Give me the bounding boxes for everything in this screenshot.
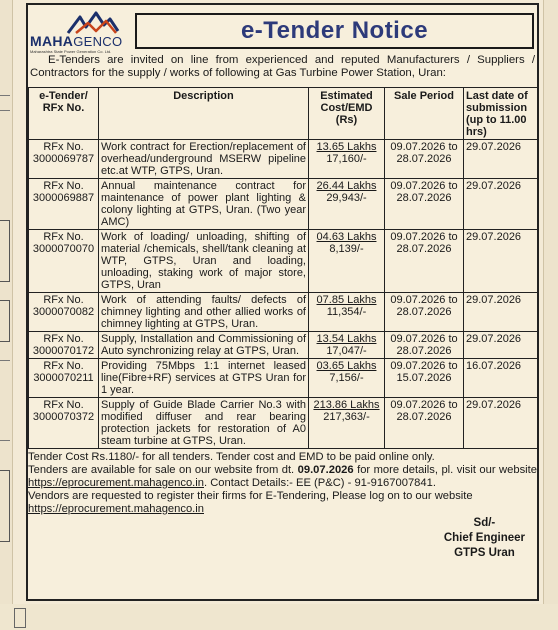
sale-to: 28.07.2026 bbox=[396, 153, 452, 165]
bottom-margin-strip bbox=[0, 604, 558, 630]
emd-amount: 17,160/- bbox=[326, 153, 367, 165]
margin-rule bbox=[0, 95, 10, 96]
cost-cell bbox=[309, 293, 385, 332]
description-cell: Supply of Guide Blade Carrier No.3 with modified diffuser and rear bearing protection jackets for restoration of A0 steam turbine at GTPS, Uran. bbox=[99, 398, 309, 449]
last-date-cell: 29.07.2026 bbox=[464, 230, 538, 293]
tender-table bbox=[28, 87, 538, 449]
rfx-cell bbox=[29, 332, 99, 359]
description-cell: Work of attending faults/ defects of chimney lighting and other allied works of chimney lighting at GTPS, Uran. bbox=[99, 293, 309, 332]
notice-title: e-Tender Notice bbox=[240, 17, 429, 44]
rfx-label: RFx No. bbox=[43, 231, 84, 243]
sale-to: 28.07.2026 bbox=[396, 411, 452, 423]
margin-box bbox=[14, 608, 26, 628]
estimated-cost: 03.65 Lakhs bbox=[316, 360, 377, 372]
last-date-cell: 29.07.2026 bbox=[464, 398, 538, 449]
last-date-cell: 29.07.2026 bbox=[464, 293, 538, 332]
col-header-cost: Estimated Cost/EMD (Rs) bbox=[309, 88, 385, 140]
table-row bbox=[29, 140, 538, 179]
estimated-cost: 213.86 Lakhs bbox=[313, 399, 380, 411]
cost-cell bbox=[309, 140, 385, 179]
registration-note: Vendors are requested to register their firms for E-Tendering, Please log on to our website bbox=[28, 490, 473, 502]
sale-to: 28.07.2026 bbox=[396, 243, 452, 255]
rfx-cell bbox=[29, 293, 99, 332]
sale-from: 09.07.2026 to bbox=[390, 141, 458, 153]
rfx-cell bbox=[29, 359, 99, 398]
estimated-cost: 26.44 Lakhs bbox=[316, 180, 377, 192]
availability-note: Tenders are available for sale on our website from dt. 09.07.2026 for more details, pl. visit our website https://eprocurement.mahagenco.in. Contact Details:- EE (P&C) - 91-9167007841. bbox=[28, 464, 537, 489]
last-date-cell: 29.07.2026 bbox=[464, 140, 538, 179]
estimated-cost: 07.85 Lakhs bbox=[316, 294, 377, 306]
rfx-number: 3000070211 bbox=[33, 372, 94, 384]
title-box bbox=[135, 13, 534, 49]
sale-from: 09.07.2026 to bbox=[390, 231, 458, 243]
description-cell: Supply, Installation and Commissioning of Auto synchronizing relay at GTPS, Uran. bbox=[99, 332, 309, 359]
emd-amount: 29,943/- bbox=[326, 192, 367, 204]
notice-header bbox=[28, 5, 537, 57]
notice-footer bbox=[28, 451, 537, 559]
margin-rule bbox=[0, 360, 10, 361]
intro-text: E-Tenders are invited on line from experienced and reputed Manufacturers / Suppliers / Contractors for the supply / works of following at Gas Turbine Power Station, Uran: bbox=[30, 54, 535, 79]
cost-cell bbox=[309, 230, 385, 293]
rfx-number: 3000070070 bbox=[32, 243, 95, 255]
rfx-label: RFx No. bbox=[43, 399, 84, 411]
cost-cell bbox=[309, 398, 385, 449]
margin-box bbox=[0, 300, 10, 342]
sale-to: 15.07.2026 bbox=[396, 372, 452, 384]
sale-period-cell bbox=[385, 359, 464, 398]
sale-from: 09.07.2026 to bbox=[390, 360, 458, 372]
logo-subtitle: Maharashtra State Power Generation Co. Ltd. bbox=[30, 49, 112, 54]
col-header-rfx: e-Tender/ RFx No. bbox=[29, 88, 99, 140]
last-date-cell: 29.07.2026 bbox=[464, 332, 538, 359]
estimated-cost: 13.65 Lakhs bbox=[316, 141, 377, 153]
rfx-number: 3000070172 bbox=[32, 345, 95, 357]
emd-amount: 217,363/- bbox=[323, 411, 370, 423]
website-link-2[interactable]: https://eprocurement.mahagenco.in bbox=[28, 503, 204, 515]
rfx-label: RFx No. bbox=[43, 141, 84, 153]
cost-cell bbox=[309, 359, 385, 398]
sale-from: 09.07.2026 to bbox=[390, 180, 458, 192]
right-margin-strip bbox=[543, 0, 558, 630]
sale-to: 28.07.2026 bbox=[396, 192, 452, 204]
margin-rule bbox=[0, 440, 10, 441]
table-row bbox=[29, 398, 538, 449]
description-cell: Work contract for Erection/replacement of overhead/underground MSERW pipeline etc.at WTP, GTPS, Uran. bbox=[99, 140, 309, 179]
cost-cell bbox=[309, 332, 385, 359]
col-header-description: Description bbox=[99, 88, 309, 140]
description-cell: Providing 75Mbps 1:1 internet leased line(Fibre+RF) services at GTPS Uran for 1 year. bbox=[99, 359, 309, 398]
rfx-number: 3000070372 bbox=[32, 411, 95, 423]
emd-amount: 7,156/- bbox=[329, 372, 364, 384]
signature-block bbox=[444, 516, 525, 561]
last-date-cell: 16.07.2026 bbox=[464, 359, 538, 398]
emd-amount: 17,047/- bbox=[326, 345, 367, 357]
sale-to: 28.07.2026 bbox=[396, 306, 452, 318]
description-cell: Annual maintenance contract for maintenance of power plant lighting & colony lighting at GTPS, Uran. (Two year AMC) bbox=[99, 179, 309, 230]
sale-period-cell bbox=[385, 332, 464, 359]
power-wave-icon bbox=[66, 11, 120, 35]
estimated-cost: 04.63 Lakhs bbox=[316, 231, 377, 243]
table-row bbox=[29, 332, 538, 359]
tender-cost-note: Tender Cost Rs.1180/- for all tenders. Tender cost and EMD to be paid online only. bbox=[28, 451, 435, 463]
rfx-label: RFx No. bbox=[43, 294, 84, 306]
sale-period-cell bbox=[385, 398, 464, 449]
col-header-sale-period: Sale Period bbox=[385, 88, 464, 140]
sale-period-cell bbox=[385, 230, 464, 293]
rfx-cell bbox=[29, 179, 99, 230]
left-margin-strip bbox=[0, 0, 13, 630]
table-row bbox=[29, 179, 538, 230]
table-header-row bbox=[29, 88, 538, 140]
estimated-cost: 13.54 Lakhs bbox=[316, 333, 377, 345]
website-link[interactable]: https://eprocurement.mahagenco.in bbox=[28, 477, 204, 489]
sale-from: 09.07.2026 to bbox=[390, 294, 458, 306]
sale-from: 09.07.2026 to bbox=[390, 333, 458, 345]
rfx-label: RFx No. bbox=[43, 333, 84, 345]
margin-rule bbox=[0, 110, 10, 111]
sale-period-cell bbox=[385, 179, 464, 230]
signatory-station: GTPS Uran bbox=[454, 547, 515, 559]
col-header-last-date: Last date of submission (up to 11.00 hrs) bbox=[464, 88, 538, 140]
sale-to: 28.07.2026 bbox=[396, 345, 452, 357]
rfx-number: 3000069787 bbox=[32, 153, 95, 165]
table-row bbox=[29, 359, 538, 398]
emd-amount: 11,354/- bbox=[326, 306, 367, 318]
cost-cell bbox=[309, 179, 385, 230]
margin-box bbox=[0, 470, 10, 542]
rfx-cell bbox=[29, 140, 99, 179]
rfx-label: RFx No. bbox=[43, 180, 84, 192]
rfx-cell bbox=[29, 230, 99, 293]
signatory-designation: Chief Engineer bbox=[443, 532, 525, 544]
margin-box bbox=[0, 220, 10, 282]
sale-from: 09.07.2026 to bbox=[390, 399, 458, 411]
sale-period-cell bbox=[385, 140, 464, 179]
logo-wordmark: MAHAGENCO bbox=[30, 33, 123, 49]
sale-period-cell bbox=[385, 293, 464, 332]
rfx-number: 3000069887 bbox=[32, 192, 95, 204]
rfx-number: 3000070082 bbox=[32, 306, 95, 318]
last-date-cell: 29.07.2026 bbox=[464, 179, 538, 230]
signature-sd: Sd/- bbox=[473, 517, 496, 529]
table-row bbox=[29, 293, 538, 332]
emd-amount: 8,139/- bbox=[329, 243, 364, 255]
rfx-label: RFx No. bbox=[43, 360, 84, 372]
rfx-cell bbox=[29, 398, 99, 449]
mahagenco-logo bbox=[30, 11, 138, 57]
table-row bbox=[29, 230, 538, 293]
description-cell: Work of loading/ unloading, shifting of material /chemicals, shell/tank cleaning at WTP, GTPS, Uran and loading, unloading, staking work of major store, GTPS, Uran bbox=[99, 230, 309, 293]
